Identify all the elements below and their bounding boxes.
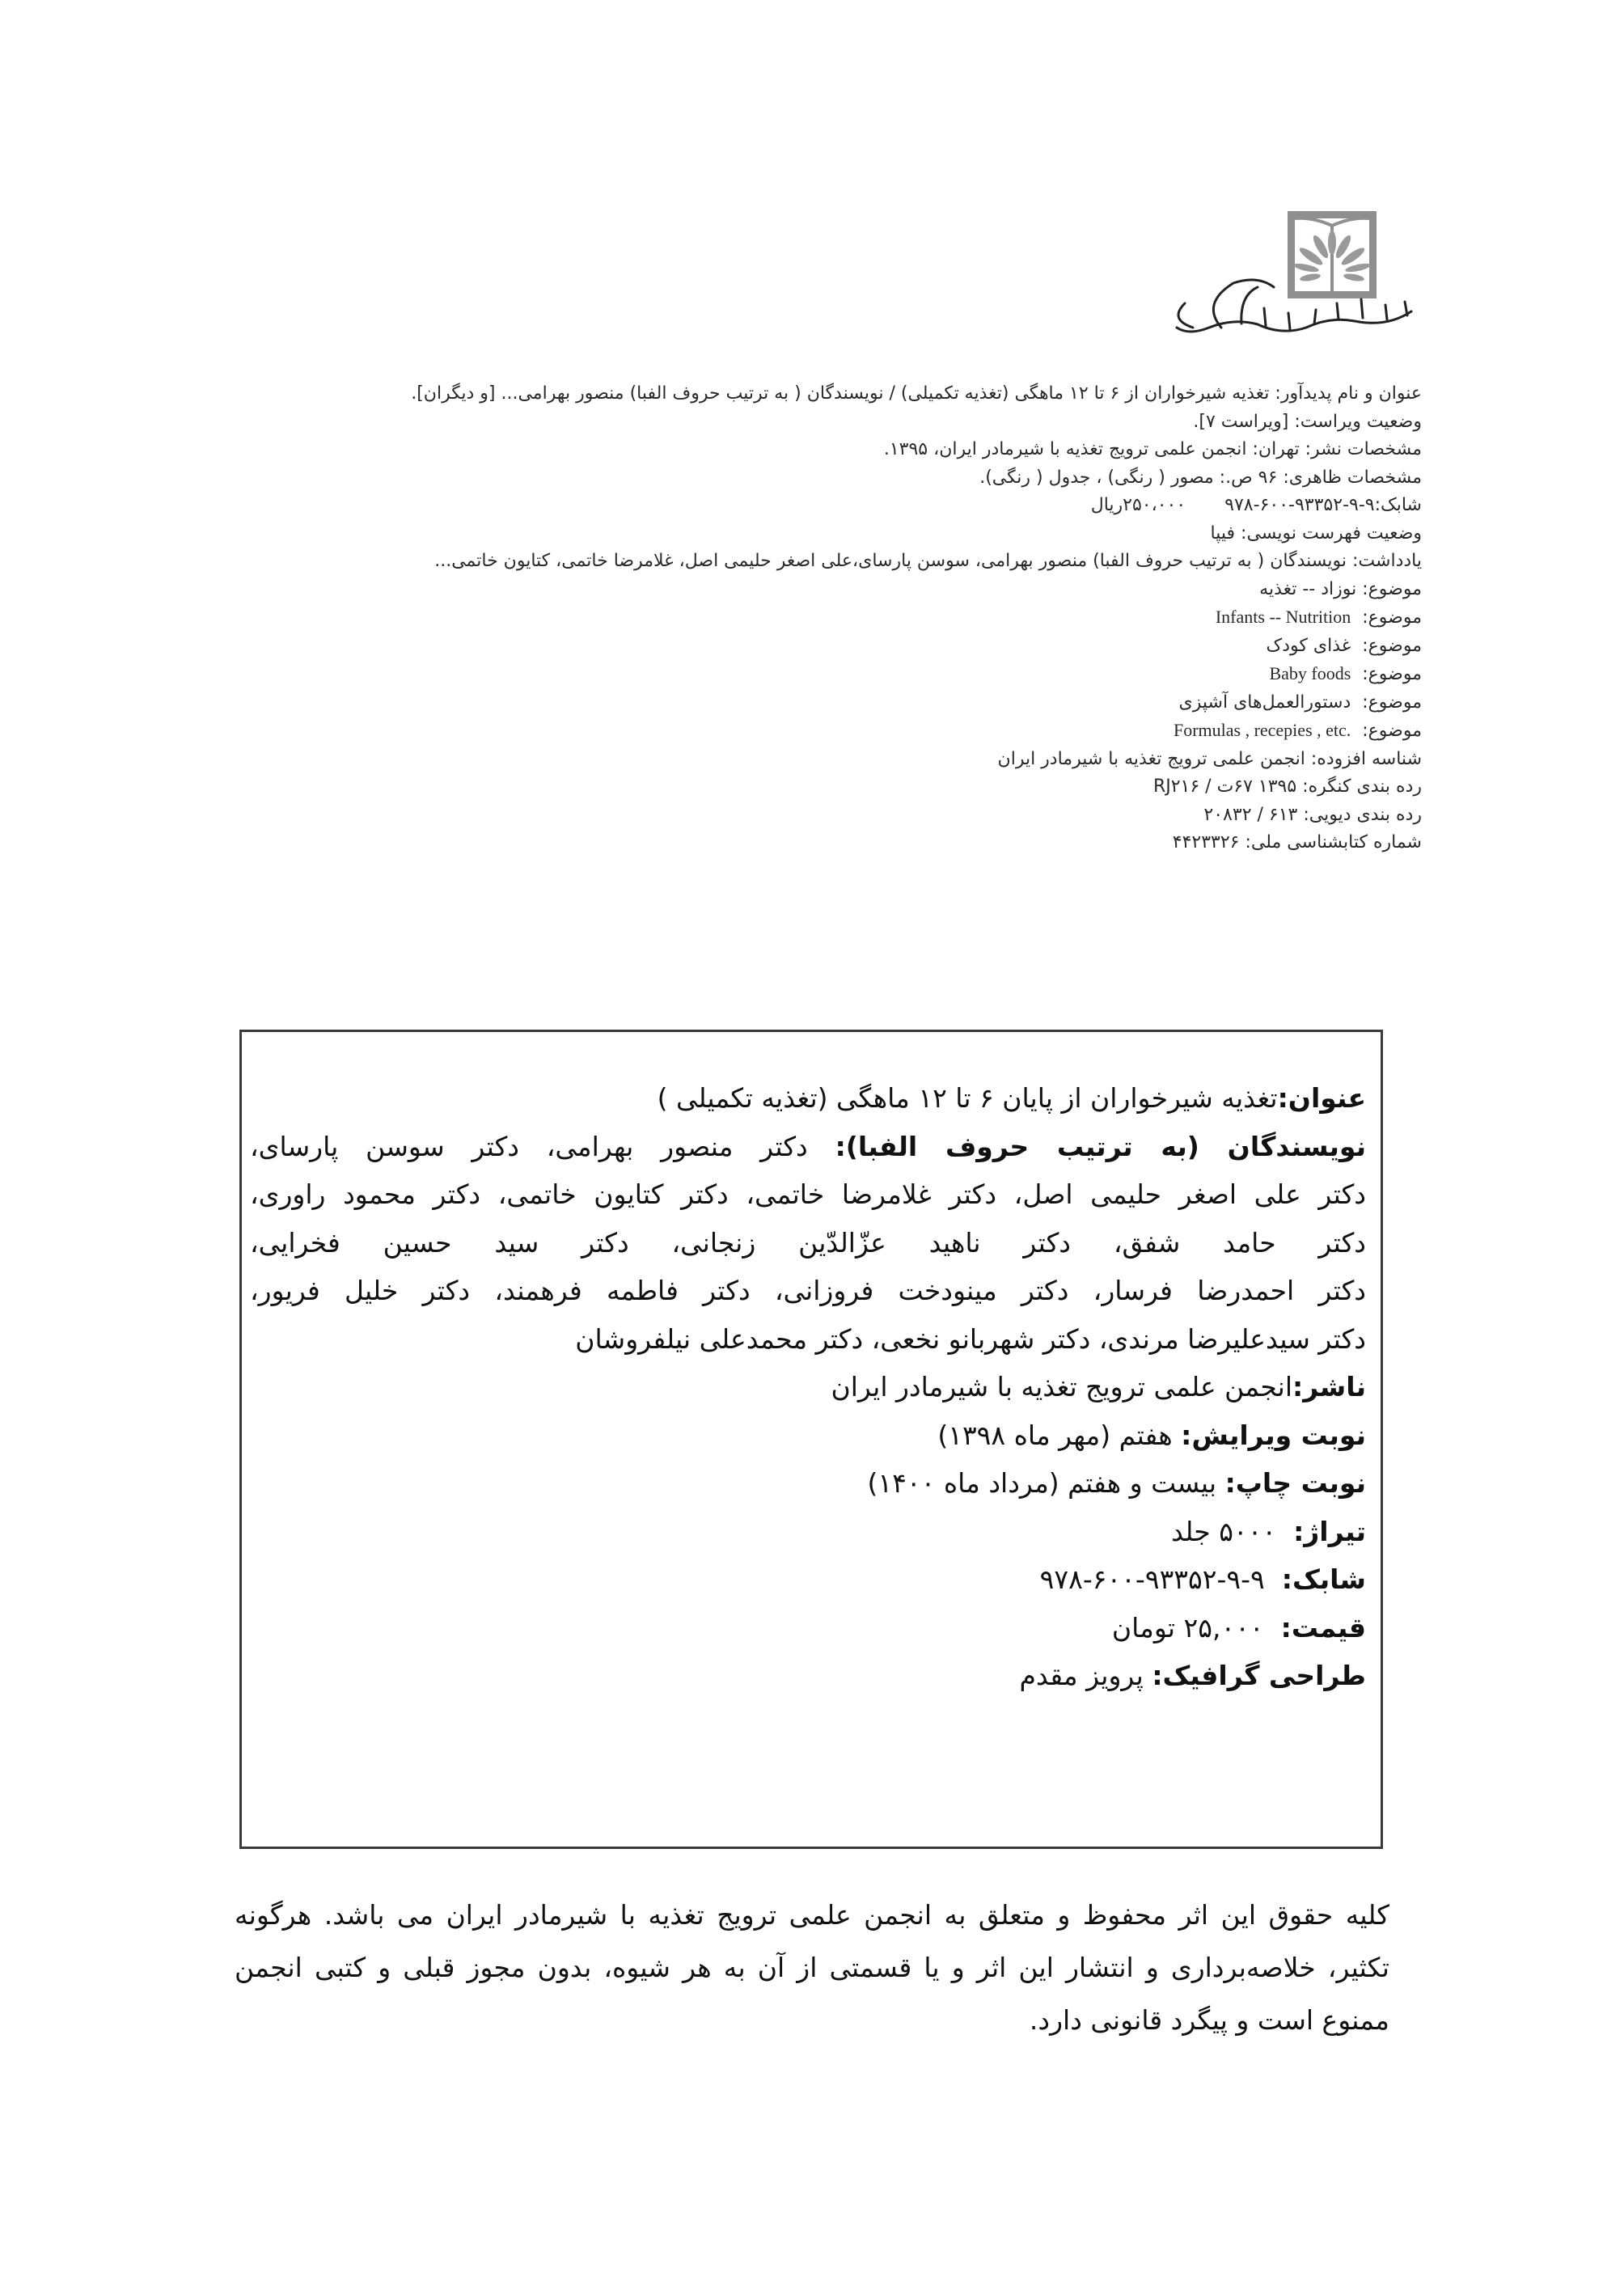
cip-value: نویسندگان ( به ترتیب حروف الفبا) منصور بهرامی، سوسن پارسای،علی اصغر حلیمی اصل، غلامرضا خاتمی، کتایون خاتمی... — [434, 551, 1347, 571]
isbn-value: ۹-۹-۹۳۳۵۲-۶۰۰-۹۷۸ — [1039, 1563, 1265, 1595]
graphic-design-label: طراحی گرافیک: — [1152, 1660, 1366, 1691]
authors-value: دکتر سیدعلیرضا مرندی، دکتر شهربانو نخعی، دکتر محمدعلی نیلفروشان — [575, 1322, 1366, 1355]
cip-cataloging-status-line — [209, 520, 1422, 548]
authors-line — [250, 1315, 1366, 1364]
circulation-label: تیراژ: — [1293, 1515, 1366, 1547]
title-line — [250, 1074, 1366, 1123]
edition-line — [250, 1411, 1366, 1460]
publisher-value: انجمن علمی ترویج تغذیه با شیرمادر ایران — [831, 1371, 1293, 1402]
cip-label: موضوع: — [1362, 692, 1422, 713]
cip-isbn-line — [209, 492, 1422, 520]
cip-subject-line — [209, 689, 1422, 717]
cip-label: شماره کتابشناسی ملی: — [1245, 832, 1422, 852]
cip-label: موضوع: — [1362, 578, 1422, 599]
cip-value: ۴۴۲۳۳۲۶ — [1172, 832, 1240, 852]
cip-value: [ویراست ۷]. — [1193, 411, 1289, 432]
cip-label: موضوع: — [1362, 635, 1422, 656]
edition-label: نوبت ویرایش: — [1181, 1419, 1366, 1451]
cip-added-entry-line — [209, 746, 1422, 774]
cip-label: شناسه افزوده: — [1310, 748, 1422, 769]
authors-line — [250, 1219, 1366, 1267]
cip-edition-line — [209, 408, 1422, 437]
copyright-line: ممنوع است و پیگرد قانونی دارد. — [1029, 2004, 1389, 2036]
cip-value: دستورالعمل‌های آشپزی — [1178, 692, 1351, 713]
cip-value: ۱۳۹۵ ۶۷ت / RJ۲۱۶ — [1152, 776, 1297, 797]
cip-value: غذای کودک — [1266, 635, 1351, 656]
cip-value: تغذیه شیرخواران از ۶ تا ۱۲ ماهگی (تغذیه تکمیلی) / نویسندگان ( به ترتیب حروف الفبا) منصور بهرامی... [و دیگران]. — [411, 383, 1270, 404]
title-label: عنوان: — [1277, 1082, 1366, 1114]
cip-note-line — [209, 548, 1422, 576]
authors-label: نویسندگان (به ترتیب حروف الفبا): — [835, 1130, 1366, 1162]
edition-value: هفتم (مهر ماه ۱۳۹۸) — [937, 1419, 1173, 1451]
cip-label: موضوع: — [1362, 664, 1422, 684]
cip-label: شابک: — [1374, 495, 1422, 515]
cip-value: Infants -- Nutrition — [1215, 607, 1351, 627]
graphic-design-value: پرویز مقدم — [1019, 1660, 1144, 1691]
cip-dewey-class-line — [209, 802, 1422, 830]
isbn-label: شابک: — [1281, 1563, 1366, 1595]
circulation-value: ۵۰۰۰ جلد — [1171, 1515, 1277, 1547]
price-value: ۲۵,۰۰۰ تومان — [1111, 1611, 1264, 1644]
book-info-box — [239, 1030, 1383, 1849]
library-book-tree-icon — [1144, 206, 1423, 344]
cip-label: مشخصات نشر: — [1305, 439, 1422, 459]
cip-title-line — [209, 380, 1422, 408]
print-label: نوبت چاپ: — [1224, 1467, 1366, 1499]
isbn-line — [250, 1555, 1366, 1604]
cip-value: نوزاد -- تغذیه — [1259, 578, 1357, 599]
authors-value: دکتر علی اصغر حلیمی اصل، دکتر غلامرضا خاتمی، دکتر کتایون خاتمی، دکتر محمود راوری، — [250, 1178, 1366, 1210]
circulation-line — [250, 1508, 1366, 1556]
print-line — [250, 1459, 1366, 1508]
authors-value: دکتر احمدرضا فرسار، دکتر مینودخت فروزانی، دکتر فاطمه فرهمند، دکتر خلیل فریور، — [250, 1275, 1366, 1306]
cip-publication-line — [209, 436, 1422, 464]
graphic-design-line — [250, 1652, 1366, 1700]
cip-label: مشخصات ظاهری: — [1283, 467, 1422, 488]
cip-value: انجمن علمی ترویج تغذیه با شیرمادر ایران — [997, 748, 1305, 769]
cip-label: وضعیت فهرست نویسی: — [1241, 522, 1422, 544]
book-info-content — [250, 1074, 1381, 1700]
cip-label: موضوع: — [1362, 721, 1422, 741]
cip-subject-line — [209, 632, 1422, 661]
authors-line — [250, 1170, 1366, 1219]
cip-value: Formulas , recepies , etc. — [1173, 720, 1351, 740]
authors-line — [250, 1123, 1366, 1171]
authors-value: دکتر منصور بهرامی، دکتر سوسن پارسای، — [250, 1130, 808, 1162]
cip-isbn-value: ۹-۹-۹۳۳۵۲-۶۰۰-۹۷۸ — [1224, 495, 1375, 515]
cip-value: تهران: انجمن علمی ترویج تغذیه با شیرمادر ایران، ۱۳۹۵. — [883, 439, 1300, 459]
price-line — [250, 1604, 1366, 1652]
cip-national-bibliography-line — [209, 829, 1422, 857]
cip-value: فیپا — [1210, 522, 1236, 544]
cip-label: موضوع: — [1362, 607, 1422, 628]
price-label: قیمت: — [1280, 1611, 1366, 1644]
cip-subject-line — [209, 576, 1422, 604]
title-value: تغذیه شیرخواران از پایان ۶ تا ۱۲ ماهگی (تغذیه تکمیلی ) — [657, 1082, 1278, 1114]
cip-physical-line — [209, 464, 1422, 493]
national-library-logo — [1144, 206, 1423, 344]
copyright-line: تکثیر، خلاصه‌برداری و انتشار این اثر و یا قسمتی از آن به هر شیوه، بدون مجوز قبلی و کتبی انجمن — [235, 1952, 1389, 1983]
authors-line — [250, 1267, 1366, 1315]
authors-value: دکتر حامد شفق، دکتر ناهید عزّالدّین زنجانی، دکتر سید حسین فخرایی، — [250, 1226, 1366, 1259]
cip-subject-line — [209, 717, 1422, 746]
cip-subject-line — [209, 660, 1422, 689]
cip-label: وضعیت ویراست: — [1294, 411, 1422, 432]
cip-lc-class-line — [209, 773, 1422, 802]
cip-subject-line — [209, 603, 1422, 632]
cip-label: رده بندی دیویی: — [1303, 804, 1422, 825]
cip-value: Baby foods — [1269, 663, 1351, 683]
publisher-line — [250, 1363, 1366, 1411]
cip-label: عنوان و نام پدیدآور: — [1275, 383, 1422, 404]
copyright-notice — [235, 1889, 1389, 2046]
cip-price-value: ۲۵۰،۰۰۰ریال — [1090, 495, 1186, 515]
print-value: بیست و هفتم (مرداد ماه ۱۴۰۰) — [867, 1467, 1217, 1499]
cip-label: رده بندی کنگره: — [1302, 776, 1422, 797]
cip-catalog-block — [209, 380, 1422, 857]
cip-value: ۹۶ ص.: مصور ( رنگی) ، جدول ( رنگی). — [979, 467, 1278, 488]
publisher-label: ناشر: — [1292, 1371, 1366, 1402]
cip-value: ۶۱۳ / ۲۰۸۳۲ — [1203, 804, 1298, 825]
cip-label: یادداشت: — [1352, 551, 1422, 571]
copyright-line: کلیه حقوق این اثر محفوظ و متعلق به انجمن علمی ترویج تغذیه با شیرمادر ایران می باشد. هرگونه — [235, 1899, 1389, 1931]
